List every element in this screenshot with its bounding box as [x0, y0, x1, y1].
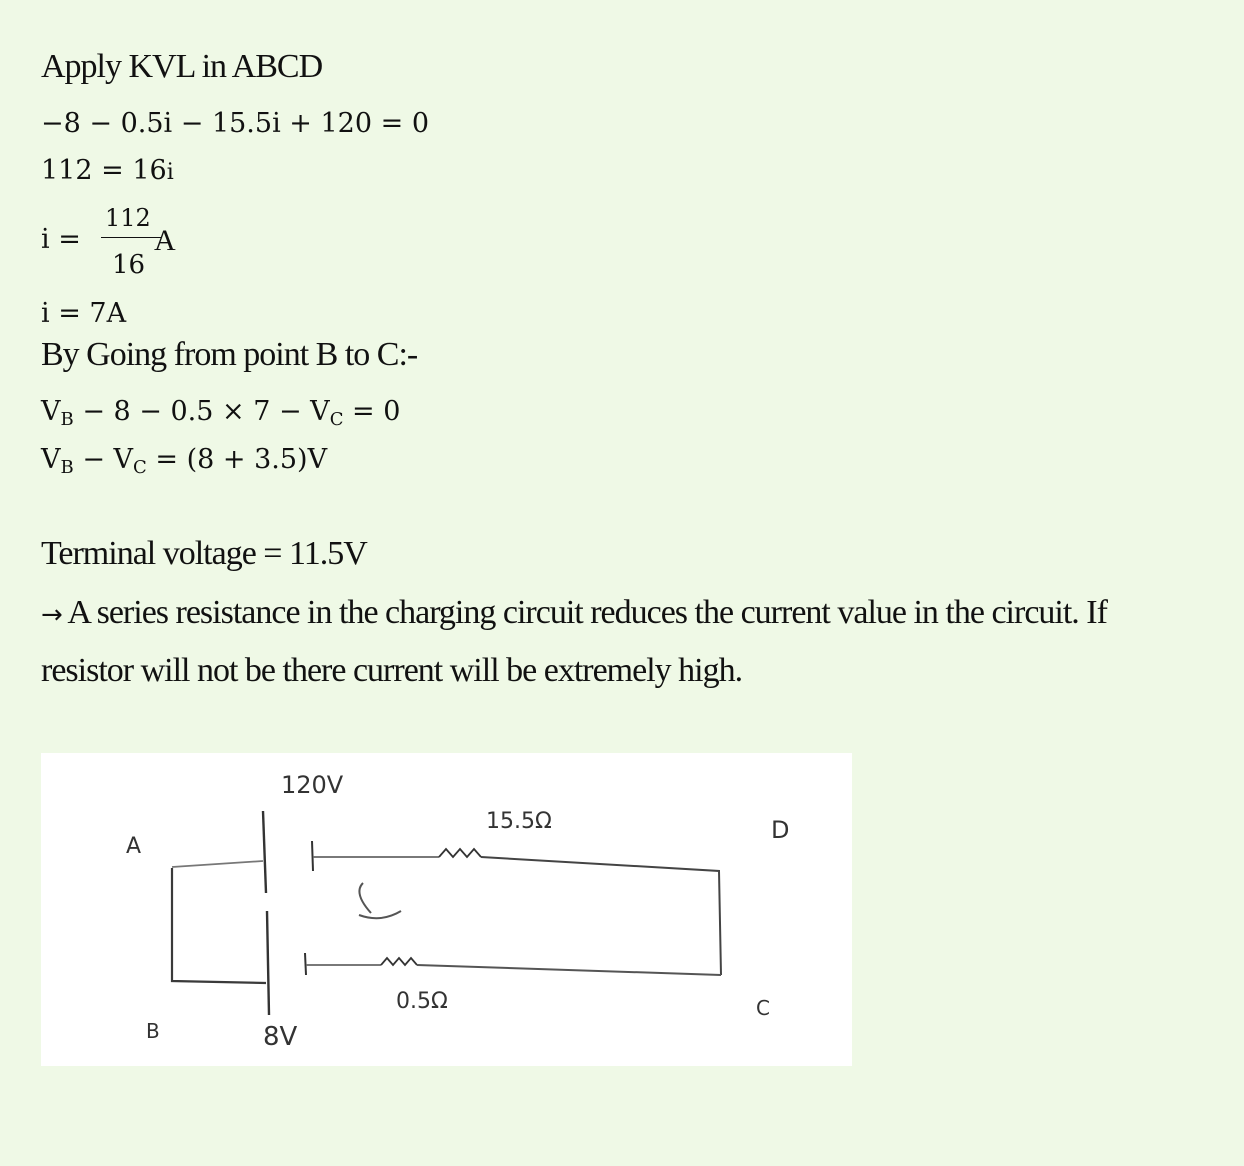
fraction-numerator: 112 — [105, 204, 151, 232]
battery-plate-short — [305, 953, 306, 975]
circuit-wire-left-top — [172, 861, 263, 867]
node-label-b: B — [146, 1019, 160, 1043]
bottom-resistor — [381, 958, 417, 965]
bottom-resistor-label: 0.5Ω — [396, 989, 448, 1014]
battery-plate-tall — [267, 911, 269, 1015]
node-label-d: D — [771, 816, 790, 844]
battery-voltage-label: 8V — [263, 1022, 298, 1052]
top-wire-right — [481, 857, 721, 975]
kvl-equation-1: −8 − 0.5i − 15.5i + 120 = 0 — [41, 108, 429, 139]
circuit-wire-left — [172, 868, 266, 983]
fraction-denominator: 16 — [112, 250, 146, 280]
top-resistor-label: 15.5Ω — [486, 809, 552, 834]
fraction-lhs: i = — [41, 224, 81, 255]
circuit-diagram — [41, 753, 852, 1066]
voltage-equation-1-sub-c: C — [329, 409, 344, 430]
current-arrow-icon — [359, 883, 371, 913]
voltage-equation-1-end: = 0 — [343, 396, 401, 427]
voltage-equation-2-sub-c: C — [133, 457, 147, 478]
node-label-a: A — [126, 834, 142, 859]
bottom-wire-right — [417, 965, 721, 975]
voltage-equation-2-sub-b: B — [60, 457, 74, 478]
terminal-voltage: Terminal voltage = 11.5V — [41, 535, 367, 572]
explanation-text: A series resistance in the charging circuit reduces the current value in the circuit. If resistor will not be there current will be extremely high. — [41, 594, 1107, 689]
current-result: i = 7A — [41, 298, 127, 329]
kvl-equation-2-var: i — [166, 160, 174, 185]
explanation-paragraph — [41, 585, 1191, 699]
source-plate-tall — [263, 811, 266, 893]
voltage-equation-2 — [41, 444, 327, 478]
fraction-bar — [101, 237, 161, 238]
kvl-heading: Apply KVL in ABCD — [41, 48, 323, 85]
top-resistor — [439, 849, 481, 857]
kvl-equation-2 — [41, 155, 174, 186]
voltage-equation-2-v: V — [41, 444, 61, 475]
voltage-equation-1 — [41, 396, 400, 430]
node-label-c: C — [756, 996, 770, 1020]
path-heading: By Going from point B to C:- — [41, 336, 418, 373]
voltage-equation-1-v: V — [41, 396, 61, 427]
source-voltage-label: 120V — [281, 771, 344, 799]
fraction-unit: A — [154, 224, 176, 257]
voltage-equation-1-mid: − 8 − 0.5 × 7 − V — [73, 396, 330, 427]
arrow-icon: → — [41, 600, 62, 630]
voltage-equation-2-end: = (8 + 3.5)V — [146, 444, 328, 475]
current-fraction — [41, 202, 241, 288]
source-plate-short — [312, 841, 313, 871]
kvl-equation-2-lhs: 112 = 16 — [41, 155, 167, 186]
voltage-equation-1-sub-b: B — [60, 409, 74, 430]
voltage-equation-2-mid: − V — [73, 444, 134, 475]
